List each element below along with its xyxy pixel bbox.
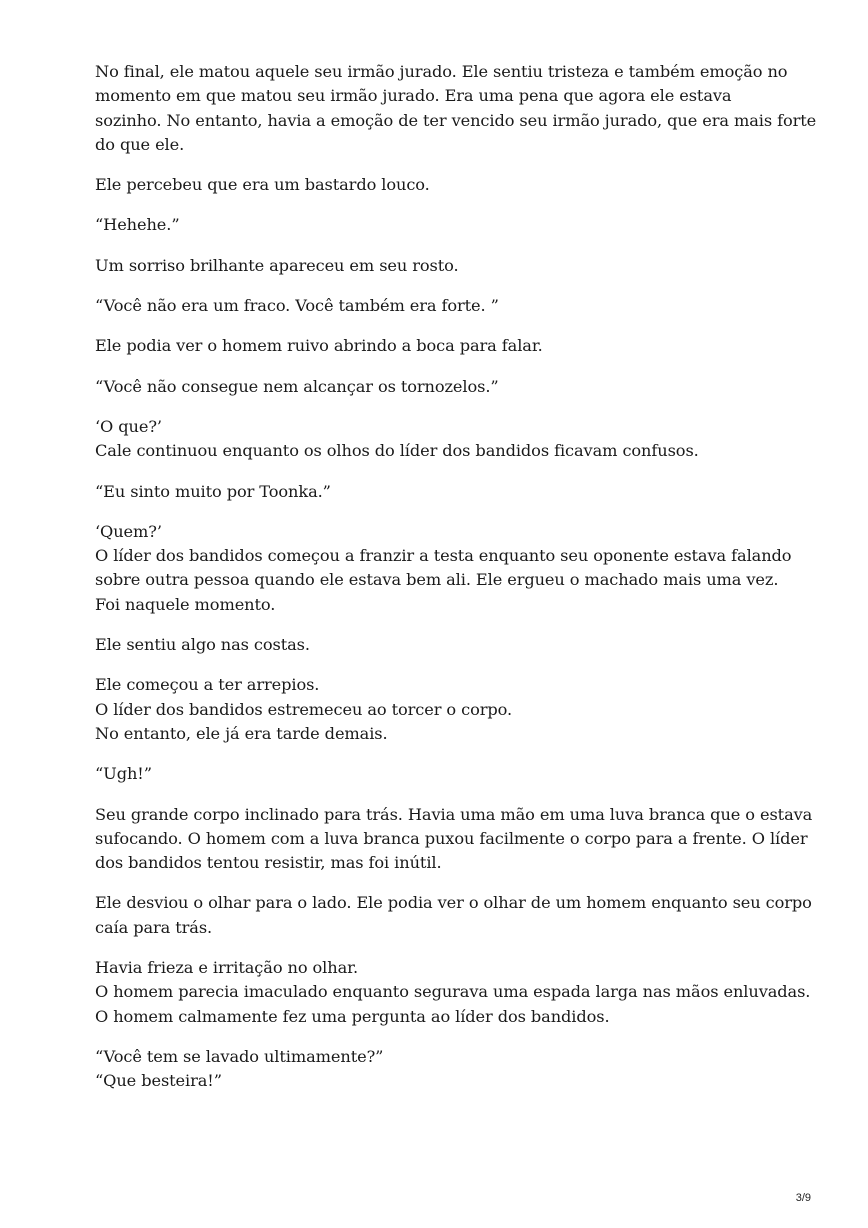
- text-line: sozinho. No entanto, havia a emoção de ter vencido seu irmão jurado, que era mais forte: [95, 110, 817, 130]
- text-line: “Que besteira!”: [95, 1071, 222, 1091]
- text-line: caía para trás.: [95, 917, 213, 937]
- paragraph: [95, 762, 785, 786]
- paragraph: [95, 803, 813, 876]
- text-line: momento em que matou seu irmão jurado. Era uma pena que agora ele estava: [95, 86, 732, 106]
- text-line: “Hehehe.”: [95, 215, 180, 235]
- text-line: “Eu sinto muito por Toonka.”: [95, 481, 331, 501]
- paragraph: [95, 891, 812, 940]
- paragraph: [95, 480, 785, 504]
- paragraph: [95, 60, 817, 157]
- text-line: ‘O que?’: [95, 416, 162, 436]
- text-line: O homem parecia imaculado enquanto segurava uma espada larga nas mãos enluvadas.: [95, 982, 811, 1002]
- paragraph: [95, 213, 785, 237]
- text-line: Havia frieza e irritação no olhar.: [95, 958, 359, 978]
- text-line: “Ugh!”: [95, 764, 152, 784]
- paragraph: [95, 956, 811, 1029]
- text-line: O líder dos bandidos começou a franzir a testa enquanto seu oponente estava falando: [95, 546, 792, 566]
- document-body: [95, 60, 817, 1110]
- text-line: “Você tem se lavado ultimamente?”: [95, 1046, 384, 1066]
- paragraph: [95, 673, 785, 746]
- text-line: Ele desviou o olhar para o lado. Ele podia ver o olhar de um homem enquanto seu corpo: [95, 893, 812, 913]
- text-line: sobre outra pessoa quando ele estava bem ali. Ele ergueu o machado mais uma vez.: [95, 570, 779, 590]
- paragraph: [95, 375, 785, 399]
- text-line: sufocando. O homem com a luva branca puxou facilmente o corpo para a frente. O líder: [95, 828, 808, 848]
- text-line: “Você não consegue nem alcançar os tornozelos.”: [95, 376, 499, 396]
- text-line: No entanto, ele já era tarde demais.: [95, 723, 388, 743]
- paragraph: [95, 254, 785, 278]
- text-line: Um sorriso brilhante apareceu em seu rosto.: [95, 255, 459, 275]
- text-line: Ele sentiu algo nas costas.: [95, 635, 310, 655]
- text-line: O homem calmamente fez uma pergunta ao líder dos bandidos.: [95, 1006, 610, 1026]
- text-line: dos bandidos tentou resistir, mas foi inútil.: [95, 853, 442, 873]
- paragraph: [95, 633, 785, 657]
- text-line: O líder dos bandidos estremeceu ao torcer o corpo.: [95, 699, 513, 719]
- paragraph: [95, 415, 785, 464]
- text-line: Foi naquele momento.: [95, 594, 276, 614]
- page-number: 3/9: [795, 1192, 811, 1204]
- paragraph: [95, 294, 785, 318]
- paragraph: [95, 334, 785, 358]
- text-line: Ele podia ver o homem ruivo abrindo a boca para falar.: [95, 336, 543, 356]
- paragraph: [95, 520, 792, 617]
- text-line: Ele começou a ter arrepios.: [95, 675, 320, 695]
- text-line: do que ele.: [95, 134, 185, 154]
- text-line: ‘Quem?’: [95, 521, 162, 541]
- text-line: Ele percebeu que era um bastardo louco.: [95, 175, 430, 195]
- text-line: “Você não era um fraco. Você também era forte. ”: [95, 296, 499, 316]
- paragraph: [95, 1045, 785, 1094]
- text-line: Cale continuou enquanto os olhos do líder dos bandidos ficavam confusos.: [95, 441, 699, 461]
- text-line: Seu grande corpo inclinado para trás. Havia uma mão em uma luva branca que o estava: [95, 804, 813, 824]
- paragraph: [95, 173, 785, 197]
- text-line: No final, ele matou aquele seu irmão jurado. Ele sentiu tristeza e também emoção no: [95, 62, 788, 81]
